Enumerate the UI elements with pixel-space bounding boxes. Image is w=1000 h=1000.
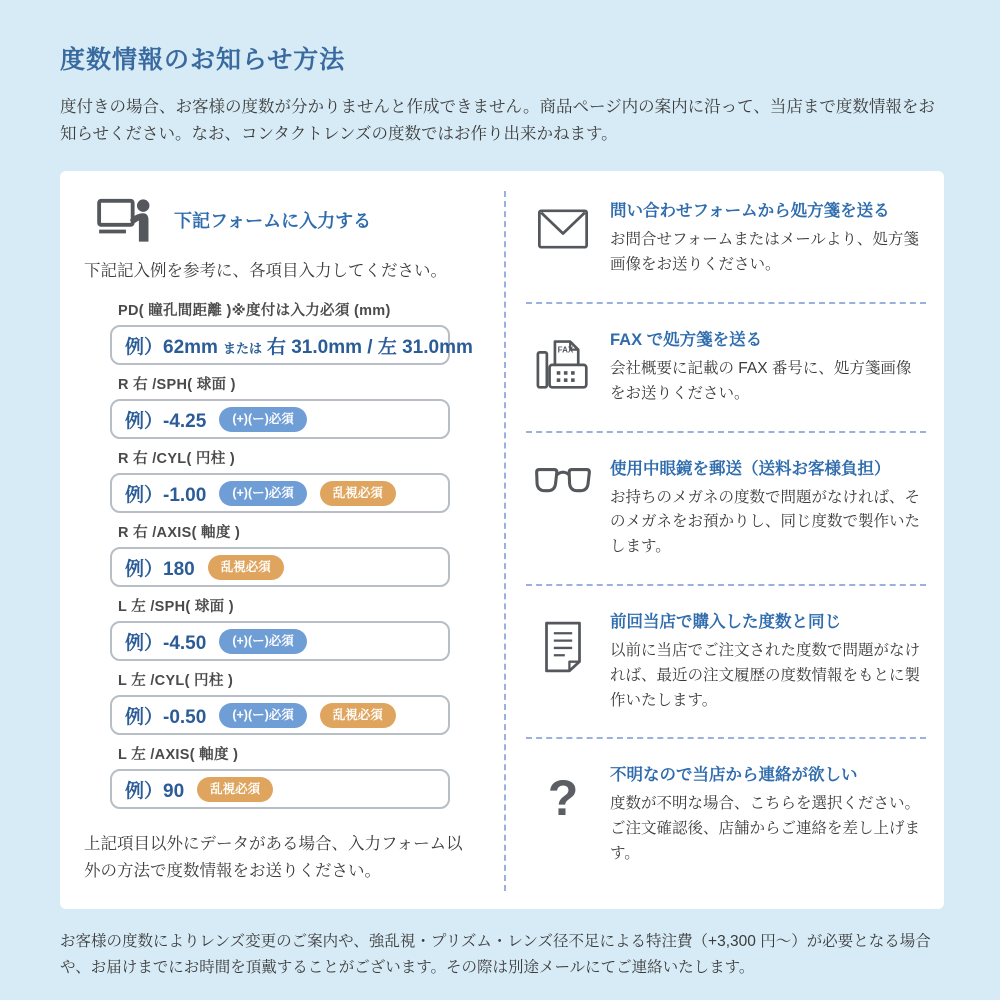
form-entry-section — [60, 191, 504, 890]
prescription-methods-card — [60, 171, 944, 908]
method-text — [610, 455, 924, 560]
question-icon — [534, 761, 592, 866]
svg-text:FAX: FAX — [557, 345, 574, 355]
intro-text: 度付きの場合、お客様の度数が分かりませんと作成できません。商品ページ内の案内に沿って、当店まで度数情報をお知らせください。なお、コンタクトレンズの度数ではお作り出来かねます。 — [60, 98, 935, 143]
method-body: お問合せフォームまたはメールより、処方箋画像をお送りください。 — [610, 231, 919, 274]
form-field-row — [110, 669, 474, 735]
method-title: 不明なので当店から連絡が欲しい — [610, 766, 858, 785]
plus-minus-required-badge: (+)(ー)必須 — [219, 407, 306, 432]
form-section-title: 下記フォームに入力する — [174, 211, 372, 232]
method-title: 問い合わせフォームから処方箋を送る — [610, 202, 890, 221]
field-example-value: 例）90 — [125, 780, 185, 802]
form-field-row — [110, 373, 474, 439]
glasses-icon — [534, 455, 592, 560]
method-body: お持ちのメガネの度数で問題がなければ、そのメガネをお預かりし、同じ度数で製作いたします。 — [610, 488, 921, 556]
field-example-box — [110, 769, 450, 809]
envelope-icon — [534, 197, 592, 278]
fax-icon — [534, 326, 592, 407]
field-example-box — [110, 547, 450, 587]
field-label: L 左 /AXIS( 軸度 ) — [118, 747, 239, 764]
plus-minus-required-badge: (+)(ー)必須 — [219, 629, 306, 654]
field-example-box — [110, 695, 450, 735]
page-title: 度数情報のお知らせ方法 — [60, 46, 346, 74]
method-item — [526, 586, 926, 739]
field-example-box — [110, 621, 450, 661]
method-text — [610, 761, 924, 866]
plus-minus-required-badge: (+)(ー)必須 — [219, 481, 306, 506]
method-body: 以前に当店でご注文された度数で問題がなければ、最近の注文履歴の度数情報をもとに製作いたします。 — [610, 642, 921, 709]
form-note: 上記項目以外にデータがある場合、入力フォーム以外の方法で度数情報をお送りください。 — [84, 835, 463, 880]
field-example-value: 例）-4.25 — [125, 410, 207, 432]
document-icon — [534, 608, 592, 713]
field-example-value: 例）180 — [125, 558, 195, 580]
field-label: R 右 /CYL( 円柱 ) — [118, 451, 235, 468]
method-body: 度数が不明な場合、こちらを選択ください。ご注文確認後、店舗からご連絡を差し上げます。 — [610, 795, 921, 862]
method-title: 前回当店で購入した度数と同じ — [610, 613, 841, 632]
field-label: L 左 /SPH( 球面 ) — [118, 599, 234, 616]
astigmatism-required-badge: 乱視必須 — [320, 481, 396, 506]
field-example-value: 例）-0.50 — [125, 706, 207, 728]
field-example-value: 例）-4.50 — [125, 632, 207, 654]
question-mark-glyph: ? — [547, 770, 579, 827]
method-item — [526, 304, 926, 433]
field-label: L 左 /CYL( 円柱 ) — [118, 673, 234, 690]
field-example-box — [110, 473, 450, 513]
footer-note: お客様の度数によりレンズ変更のご案内や、強乱視・プリズム・レンズ径不足による特注費（+3,300 円～）が必要となる場合や、お届けまでにお時間を頂戴することがございます。その際は別途メールにてご連絡いたします。 — [60, 932, 931, 976]
plus-minus-required-badge: (+)(ー)必須 — [219, 703, 306, 728]
form-field-row — [110, 299, 474, 365]
astigmatism-required-badge: 乱視必須 — [197, 777, 273, 802]
form-field-row — [110, 595, 474, 661]
method-item — [526, 739, 926, 890]
field-label: R 右 /SPH( 球面 ) — [118, 377, 236, 394]
astigmatism-required-badge: 乱視必須 — [320, 703, 396, 728]
method-item — [526, 191, 926, 304]
method-title: FAX で処方箋を送る — [610, 331, 763, 350]
form-fields-list — [110, 299, 474, 809]
field-example-box — [110, 399, 450, 439]
astigmatism-required-badge: 乱視必須 — [208, 555, 284, 580]
alternative-methods-section — [504, 191, 944, 890]
field-example-value: 例）62mm または 右 31.0mm / 左 31.0mm — [125, 336, 473, 358]
form-field-row — [110, 521, 474, 587]
form-field-row — [110, 743, 474, 809]
method-item — [526, 433, 926, 586]
field-example-value: 例）-1.00 — [125, 484, 207, 506]
method-text — [610, 608, 924, 713]
field-example-box — [110, 325, 473, 365]
method-text — [610, 197, 924, 278]
method-body: 会社概要に記載の FAX 番号に、処方箋画像をお送りください。 — [610, 360, 912, 402]
form-section-header — [84, 197, 474, 243]
method-title: 使用中眼鏡を郵送（送料お客様負担） — [610, 459, 891, 478]
form-field-row — [110, 447, 474, 513]
form-instruction: 下記記入例を参考に、各項目入力してください。 — [84, 262, 447, 281]
person-at-computer-icon — [96, 197, 154, 243]
field-label: R 右 /AXIS( 軸度 ) — [118, 525, 241, 542]
field-label: PD( 瞳孔間距離 )※度付は入力必須 (mm) — [118, 303, 391, 320]
method-text — [610, 326, 924, 407]
